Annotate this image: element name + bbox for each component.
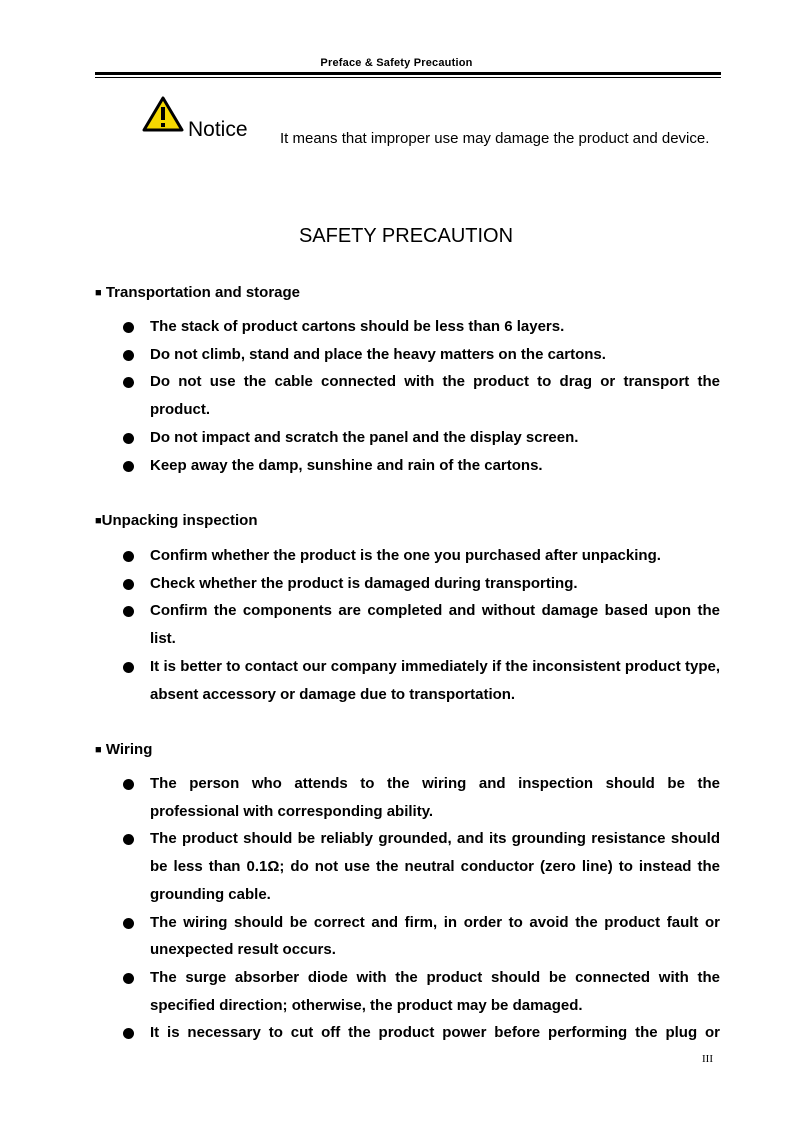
bullet-icon	[123, 606, 134, 617]
section-heading-text: Transportation and storage	[105, 284, 301, 301]
section-heading-text: Wiring	[105, 741, 153, 758]
section-heading-unpacking	[95, 512, 258, 529]
list-item	[0, 452, 720, 480]
header-rule-thick	[95, 72, 721, 75]
section-marker: ■	[95, 287, 102, 299]
unpacking-list	[0, 542, 793, 708]
bullet-icon	[123, 377, 134, 388]
list-item	[0, 597, 720, 652]
bullet-icon	[123, 350, 134, 361]
section-heading-transportation	[95, 284, 300, 301]
list-item-text: Confirm whether the product is the one you purchased after unpacking.	[150, 547, 661, 564]
list-item	[0, 542, 720, 570]
bullet-icon	[123, 322, 134, 333]
list-item	[0, 570, 720, 598]
list-item-text: The wiring should be correct and firm, in order to avoid the product fault or unexpected result occurs.	[150, 913, 720, 959]
bullet-icon	[123, 461, 134, 472]
header-rule-thin	[95, 77, 721, 78]
list-item	[0, 770, 720, 825]
list-item-text: Do not use the cable connected with the product to drag or transport the product.	[150, 373, 720, 419]
list-item-text: Confirm the components are completed and without damage based upon the list.	[150, 602, 720, 648]
list-item	[0, 964, 720, 1019]
notice-description: It means that improper use may damage the product and device.	[280, 130, 710, 147]
list-item	[0, 424, 720, 452]
section-heading-text: Unpacking inspection	[101, 512, 258, 529]
list-item	[0, 313, 720, 341]
list-item-text: It is better to contact our company immediately if the inconsistent product type, absent accessory or damage due to transportation.	[150, 657, 720, 703]
bullet-icon	[123, 433, 134, 444]
bullet-icon	[123, 662, 134, 673]
list-item-text: Do not climb, stand and place the heavy matters on the cartons.	[150, 345, 606, 363]
list-item	[0, 825, 720, 908]
section-marker: ■	[95, 515, 102, 527]
list-item-text: Keep away the damp, sunshine and rain of the cartons.	[150, 456, 543, 474]
warning-triangle-icon	[142, 95, 184, 133]
bullet-icon	[123, 1028, 134, 1039]
bullet-icon	[123, 579, 134, 590]
running-header: Preface & Safety Precaution	[320, 57, 473, 69]
bullet-icon	[123, 779, 134, 790]
list-item	[0, 368, 720, 423]
transportation-list	[0, 313, 793, 479]
bullet-icon	[123, 551, 134, 562]
list-item	[0, 1019, 720, 1047]
bullet-icon	[123, 834, 134, 845]
list-item-text: It is necessary to cut off the product power before performing the plug or	[150, 1024, 720, 1042]
list-item-text: The person who attends to the wiring and inspection should be the professional with corresponding ability.	[150, 775, 720, 820]
list-item-text: The stack of product cartons should be less than 6 layers.	[150, 318, 565, 335]
page-title: SAFETY PRECAUTION	[298, 225, 514, 247]
section-marker: ■	[95, 744, 102, 756]
bullet-icon	[123, 918, 134, 929]
list-item	[0, 909, 720, 964]
list-item	[0, 341, 720, 369]
list-item-text: The product should be reliably grounded, and its grounding resistance should be less than 0.1Ω; do not use the neutral conductor (zero line) to instead the grounding cable.	[150, 830, 720, 903]
list-item-text: Check whether the product is damaged during transporting.	[150, 574, 578, 592]
wiring-list	[0, 770, 793, 1047]
list-item-text: Do not impact and scratch the panel and the display screen.	[150, 428, 579, 446]
bullet-icon	[123, 973, 134, 984]
list-item-text: The surge absorber diode with the product should be connected with the specified direction; otherwise, the product may be damaged.	[150, 968, 720, 1014]
page-number: III	[702, 1053, 713, 1065]
section-heading-wiring	[95, 741, 152, 758]
notice-label: Notice	[188, 118, 248, 141]
list-item	[0, 653, 720, 708]
